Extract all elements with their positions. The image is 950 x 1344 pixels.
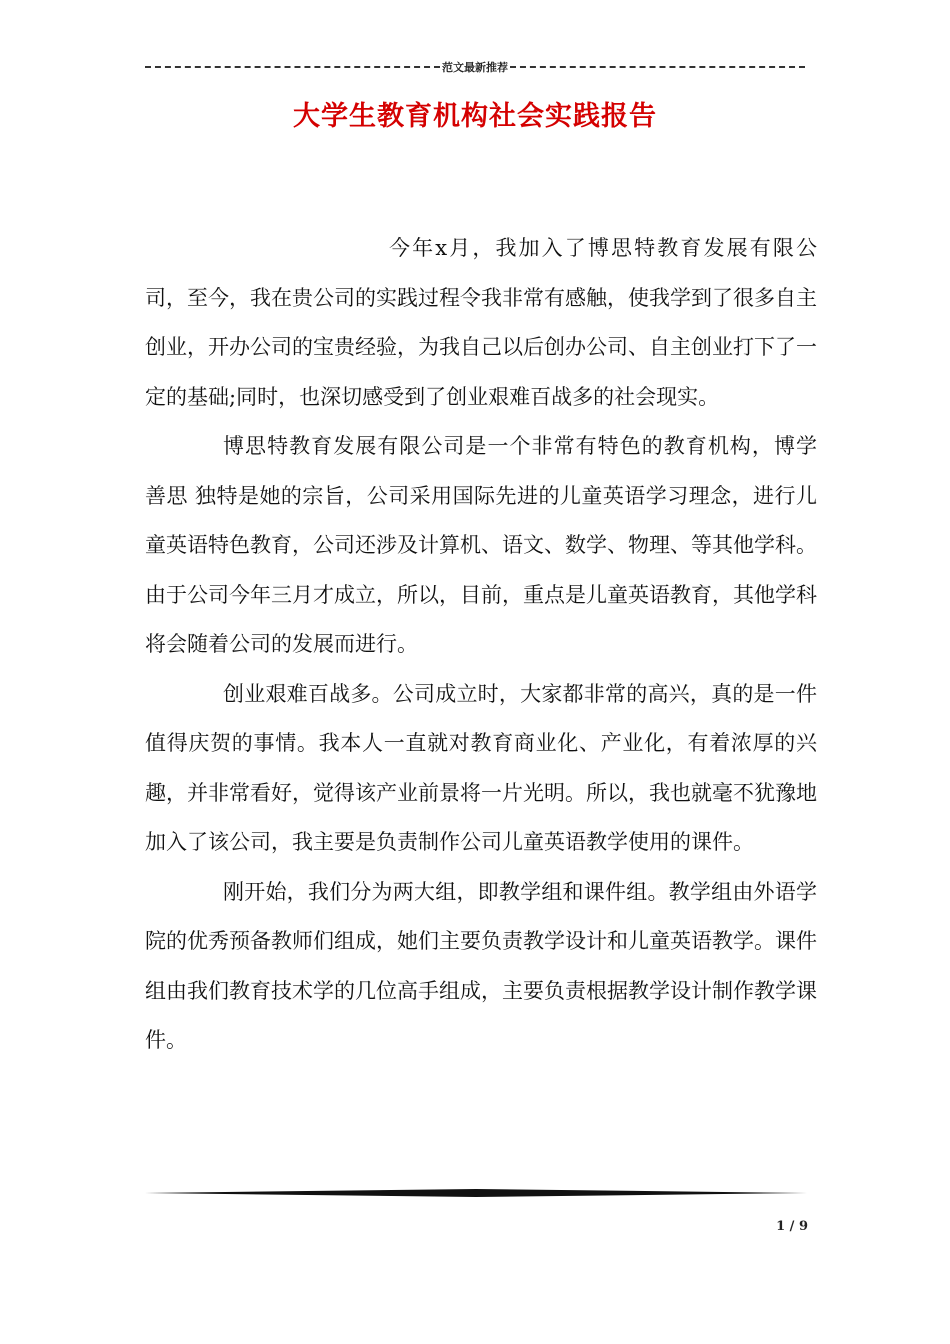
header-dash-right: [510, 66, 805, 68]
footer-rule: [145, 1186, 807, 1200]
page-number: 1 / 9: [776, 1219, 808, 1234]
header-label: 范文最新推荐: [442, 61, 508, 74]
document-title: 大学生教育机构社会实践报告: [293, 101, 657, 132]
header-rule: [145, 58, 805, 76]
paragraph-3: 创业艰难百战多。公司成立时，大家都非常的高兴，真的是一件值得庆贺的事情。我本人一直就对教育商业化、产业化，有着浓厚的兴趣，并非常看好，觉得该产业前景将一片光明。所以，我也就毫不犹豫地加入了该公司，我主要是负责制作公司儿童英语教学使用的课件。: [145, 681, 817, 854]
document-body: [145, 224, 824, 1066]
header-dash-left: [145, 66, 440, 68]
paragraph-4: 刚开始，我们分为两大组，即教学组和课件组。教学组由外语学院的优秀预备教师们组成，她们主要负责教学设计和儿童英语教学。课件组由我们教育技术学的几位高手组成，主要负责根据教学设计制作教学课件。: [145, 879, 817, 1052]
paragraph-1: 今年x月，我加入了博思特教育发展有限公司，至今，我在贵公司的实践过程令我非常有感触，使我学到了很多自主创业，开办公司的宝贵经验，为我自己以后创办公司、自主创业打下了一定的基础;同时，也深切感受到了创业艰难百战多的社会现实。: [145, 236, 817, 409]
paragraph-2: 博思特教育发展有限公司是一个非常有特色的教育机构，博学 善思 独特是她的宗旨，公司采用国际先进的儿童英语学习理念，进行儿童英语特色教育，公司还涉及计算机、语文、数学、物理、等其他学科。由于公司今年三月才成立，所以，目前，重点是儿童英语教育，其他学科将会随着公司的发展而进行。: [145, 434, 824, 656]
